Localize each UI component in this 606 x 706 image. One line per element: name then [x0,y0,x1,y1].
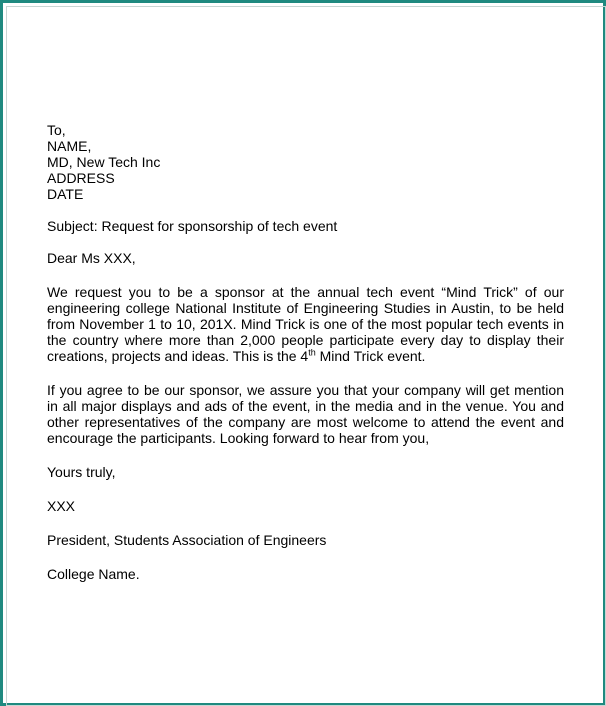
recipient-to: To, [47,122,66,138]
salutation: Dear Ms XXX, [47,250,136,266]
recipient-block [47,122,564,202]
letter-body [47,122,564,582]
paragraph-1-main: We request you to be a sponsor at the annual tech event “Mind Trick” of our engineering college National Institute of Engineering Studies in Austin, to be held from November 1 to 10, 201X. Mind Trick is one of the most popular tech events in the country where more than 2,000 people participate every day to display their creations, projects and ideas. This is the 4 [47,284,564,364]
paragraph-1-tail: Mind Trick event. [315,348,426,364]
signer-position: President, Students Association of Engineers [47,532,327,548]
letter-page [6,6,606,706]
body-paragraph-2: If you agree to be our sponsor, we assure you that your company will get mention in all major displays and ads of the event, in the media and in the venue. You and other representatives of the company are most welcome to attend the event and encourage the participants. Looking forward to hear from you, [47,382,564,446]
subject-line: Subject: Request for sponsorship of tech event [47,218,338,234]
closing: Yours truly, [47,464,116,480]
college-name: College Name. [47,566,140,582]
recipient-title: MD, New Tech Inc [47,154,161,170]
recipient-date: DATE [47,186,84,202]
ordinal-superscript: th [308,347,316,358]
signer-name: XXX [47,498,76,514]
recipient-name: NAME, [47,138,92,154]
recipient-address: ADDRESS [47,170,115,186]
body-paragraph-1 [47,284,564,364]
